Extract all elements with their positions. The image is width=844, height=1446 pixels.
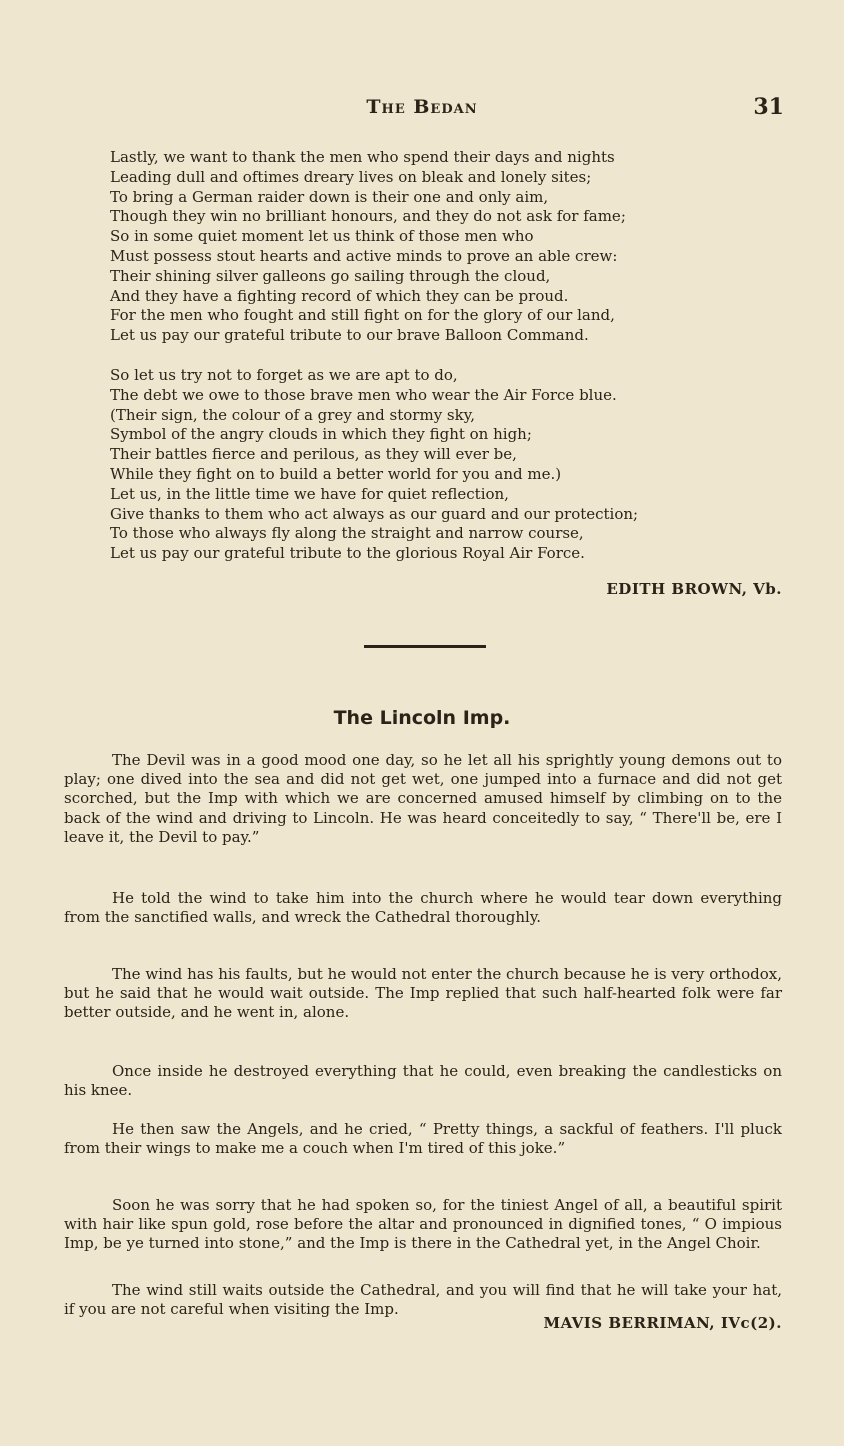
poem-line: Though they win no brilliant honours, and they do not ask for fame; (110, 207, 626, 226)
story-paragraph-text: He told the wind to take him into the church where he would tear down everything from the sanctified walls, and wreck the Cathedral thoroughly. (64, 889, 782, 927)
story-paragraph-3 (64, 965, 782, 1023)
poem-line: (Their sign, the colour of a grey and stormy sky, (110, 405, 475, 424)
poem-line: Let us pay our grateful tribute to our brave Balloon Command. (110, 326, 589, 345)
poem-line: The debt we owe to those brave men who wear the Air Force blue. (110, 385, 617, 404)
poem-line: Must possess stout hearts and active minds to prove an able crew: (110, 246, 618, 265)
story-paragraph-text: The wind still waits outside the Cathedral, and you will find that he will take your hat, if you are not careful when visiting the Imp. (64, 1281, 782, 1319)
poem-line: Let us, in the little time we have for quiet reflection, (110, 484, 509, 503)
story-paragraph-1 (64, 751, 782, 847)
story-paragraph-5 (64, 1120, 782, 1158)
poem-line: Leading dull and oftimes dreary lives on bleak and lonely sites; (110, 167, 592, 186)
poem-line: And they have a fighting record of which they can be proud. (110, 286, 569, 305)
poem-author-signature: EDITH BROWN, Vb. (606, 580, 782, 598)
story-paragraph-text: Soon he was sorry that he had spoken so, for the tiniest Angel of all, a beautiful spirit with hair like spun gold, rose before the altar and pronounced in dignified tones, “ O impious Imp, be ye turned into stone,” and the Imp is there in the Cathedral yet, in the Angel Choir. (64, 1196, 782, 1253)
story-author-signature: MAVIS BERRIMAN, IVc(2). (543, 1314, 782, 1332)
story-title: The Lincoln Imp. (333, 707, 511, 729)
story-paragraph-text: Once inside he destroyed everything that he could, even breaking the candlesticks on his knee. (64, 1062, 782, 1100)
page-number: 31 (753, 94, 784, 120)
poem-stanza-2 (110, 366, 790, 564)
story-paragraph-4 (64, 1062, 782, 1100)
running-title: The Bedan (366, 96, 478, 118)
poem-line: Give thanks to them who act always as our guard and our protection; (110, 504, 639, 523)
poem-line: So let us try not to forget as we are apt to do, (110, 366, 458, 384)
story-paragraph-text: The Devil was in a good mood one day, so he let all his sprightly young demons out to play; one dived into the sea and did not get wet, one jumped into a furnace and did not get scorched, but the Imp with which we are concerned amused himself by climbing on to the back of the wind and driving to Lincoln. He was heard conceitedly to say, “ There'll be, ere I leave it, the Devil to pay.” (64, 751, 782, 846)
story-paragraph-text: He then saw the Angels, and he cried, “ Pretty things, a sackful of feathers. I'll pluck from their wings to make me a couch when I'm tired of this joke.” (64, 1120, 782, 1158)
poem-line: Symbol of the angry clouds in which they fight on high; (110, 425, 532, 444)
poem-line: For the men who fought and still fight on for the glory of our land, (110, 306, 615, 325)
running-head (60, 96, 784, 126)
poem-stanza-1 (110, 148, 790, 346)
poem-line: To bring a German raider down is their one and only aim, (110, 187, 549, 206)
poem-line: Their shining silver galleons go sailing through the cloud, (110, 266, 551, 285)
section-divider (364, 645, 486, 648)
poem-line: Their battles fierce and perilous, as they will ever be, (110, 445, 517, 464)
poem-line: Let us pay our grateful tribute to the glorious Royal Air Force. (110, 544, 585, 563)
poem-line: To those who always fly along the straight and narrow course, (110, 524, 584, 543)
story-paragraph-2 (64, 889, 782, 927)
poem-line: So in some quiet moment let us think of those men who (110, 227, 534, 246)
story-paragraph-text: The wind has his faults, but he would not enter the church because he is very orthodox, but he said that he would wait outside. The Imp replied that such half-hearted folk were far better outside, and he went in, alone. (64, 965, 782, 1022)
poem-line: While they fight on to build a better world for you and me.) (110, 464, 562, 483)
poem-line: Lastly, we want to thank the men who spend their days and nights (110, 148, 615, 166)
story-paragraph-6 (64, 1196, 782, 1254)
